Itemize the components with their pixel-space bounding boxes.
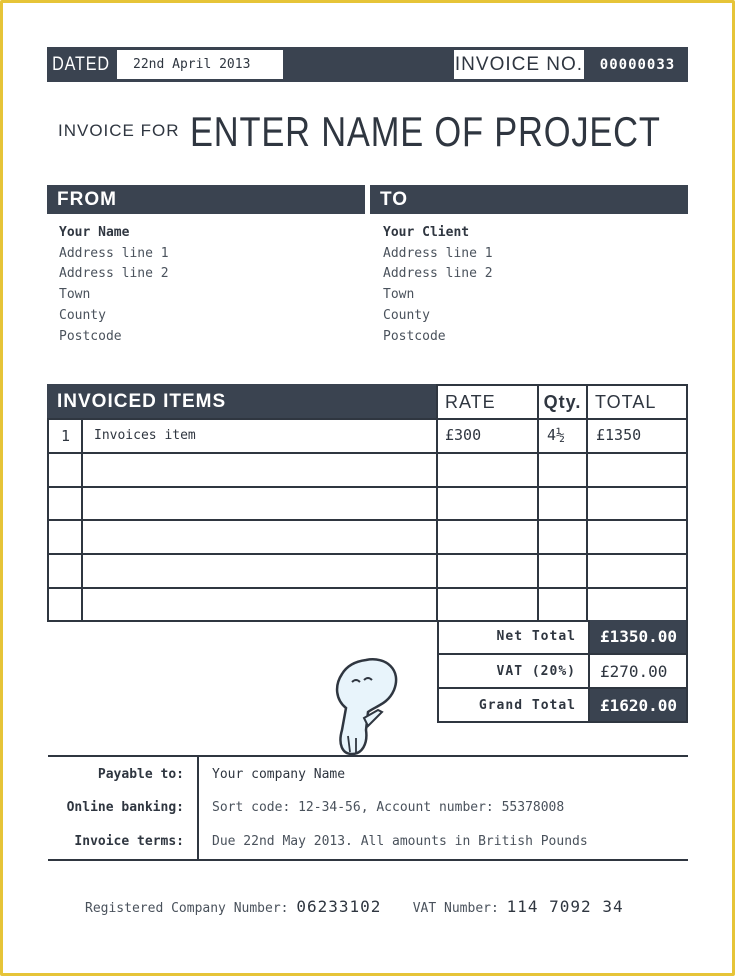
column-divider <box>47 419 49 622</box>
to-town: Town <box>383 287 415 303</box>
vat-number-label: VAT Number: <box>412 901 499 916</box>
grand-total-label: Grand Total <box>478 697 576 713</box>
grand-total-row <box>437 689 688 723</box>
row-divider <box>47 486 688 488</box>
column-divider <box>81 419 83 622</box>
to-postcode: Postcode <box>383 328 446 344</box>
items-table <box>47 384 688 622</box>
item-description: Invoices item <box>94 428 196 443</box>
from-address-line: Address line 1 <box>59 245 169 261</box>
vat-value: £270.00 <box>588 655 686 687</box>
from-postcode: Postcode <box>59 328 122 344</box>
net-total-value: £1350.00 <box>588 620 686 653</box>
column-divider <box>436 384 438 622</box>
item-rate: £300 <box>445 426 482 444</box>
payable-to-label: Payable to: <box>97 767 184 782</box>
payment-table <box>48 755 688 861</box>
net-total-row <box>437 620 688 655</box>
footer-registration <box>85 897 624 916</box>
header-strip <box>47 47 688 82</box>
row-divider <box>47 553 688 555</box>
to-address-line: Address line 1 <box>383 245 493 261</box>
items-header: INVOICED ITEMS <box>47 384 437 419</box>
from-town: Town <box>59 287 91 303</box>
row-divider <box>47 519 688 521</box>
item-number: 1 <box>61 427 71 445</box>
row-divider <box>47 418 688 420</box>
from-heading: FROM <box>47 185 365 214</box>
spoon-character-icon <box>328 656 402 758</box>
to-name: Your Client <box>383 225 470 240</box>
to-address <box>383 223 493 347</box>
from-county: County <box>59 307 106 323</box>
total-header: TOTAL <box>587 384 688 419</box>
row-divider <box>47 452 688 454</box>
column-divider <box>686 384 688 622</box>
online-banking-label: Online banking: <box>66 800 184 815</box>
invoice-for-label: INVOICE FOR <box>58 121 180 140</box>
to-county: County <box>383 307 430 323</box>
rate-header: RATE <box>437 384 538 419</box>
dated-label: DATED <box>52 53 110 75</box>
to-heading: TO <box>370 185 688 214</box>
item-qty: 4½ <box>547 426 566 444</box>
vat-number: 114 7092 34 <box>506 897 624 916</box>
to-address-line: Address line 2 <box>383 266 493 282</box>
grand-total-value: £1620.00 <box>588 689 686 721</box>
qty-header: Qty. <box>538 384 587 419</box>
column-divider <box>586 384 588 622</box>
item-total: £1350 <box>596 426 642 444</box>
dated-value: 22nd April 2013 <box>117 50 283 79</box>
company-number-label: Registered Company Number: <box>85 901 289 916</box>
invoice-terms-value: Due 22nd May 2013. All amounts in British Pounds <box>212 834 588 849</box>
from-address-line: Address line 2 <box>59 266 169 282</box>
column-divider <box>537 384 539 622</box>
payment-divider <box>197 757 199 859</box>
project-name: ENTER NAME OF PROJECT <box>190 108 661 155</box>
invoice-terms-label: Invoice terms: <box>74 834 184 849</box>
payable-to-value: Your company Name <box>212 767 346 782</box>
company-number: 06233102 <box>296 897 382 916</box>
vat-row <box>437 655 688 689</box>
vat-label: VAT (20%) <box>496 663 576 679</box>
online-banking-value: Sort code: 12-34-56, Account number: 55378008 <box>212 800 565 815</box>
net-total-label: Net Total <box>496 629 576 644</box>
invoice-number-value: 00000033 <box>599 56 676 73</box>
invoice-number-label: INVOICE NO. <box>454 50 584 79</box>
from-name: Your Name <box>59 225 130 240</box>
row-divider <box>47 587 688 589</box>
from-address <box>59 223 169 347</box>
